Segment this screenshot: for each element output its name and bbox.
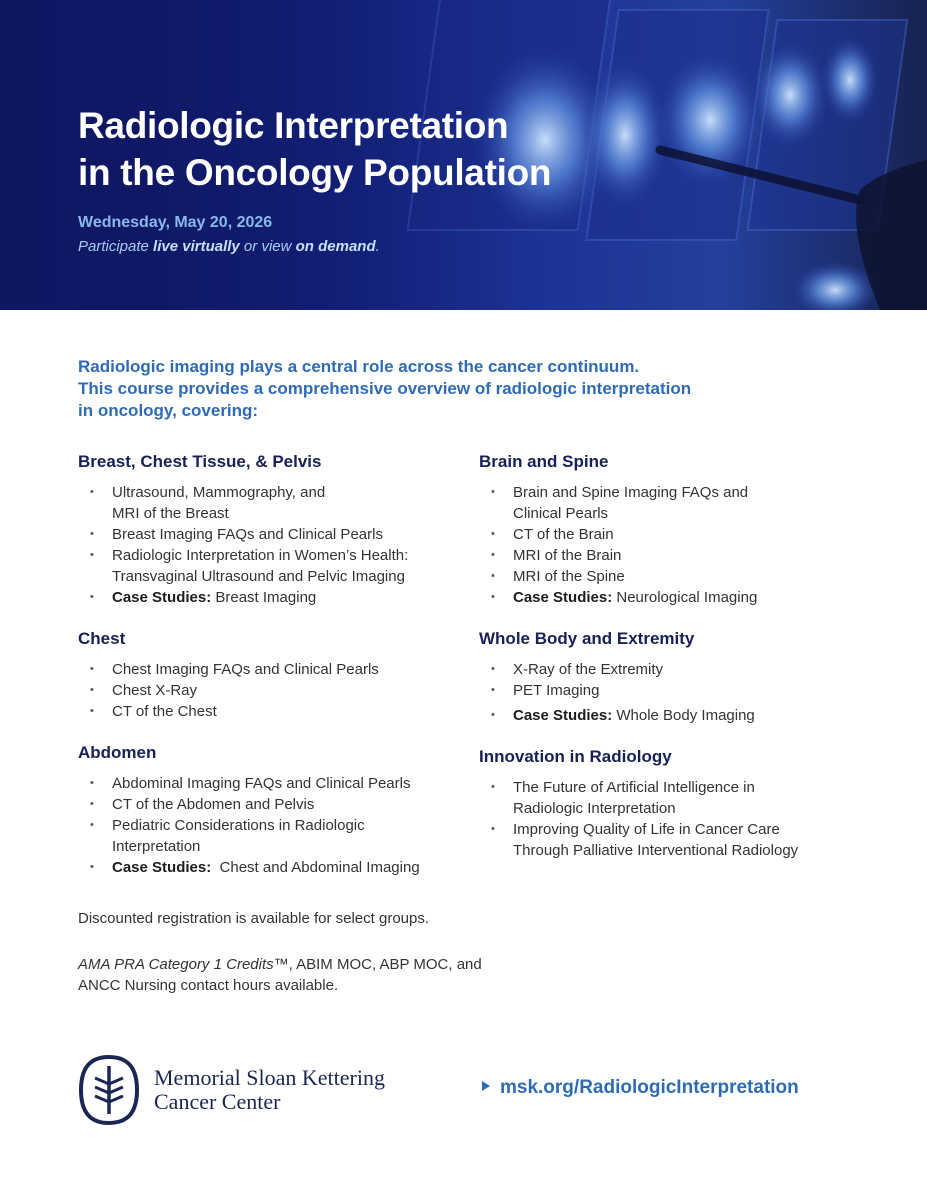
discount-note: Discounted registration is available for select groups.: [78, 910, 430, 927]
topic-text: • Abdominal Imaging FAQs and Clinical Pearls: [112, 775, 411, 792]
live-virtual-text: live virtually: [153, 238, 240, 255]
section-brain-spine: [479, 452, 899, 608]
topic-item: [78, 773, 473, 794]
topic-item: [78, 794, 473, 815]
event-title-line-2: in the Oncology Population: [78, 152, 552, 193]
topic-text: • X-Ray of the Extremity: [513, 661, 664, 678]
topics-right-column: [479, 452, 899, 861]
logo-line-2: Cancer Center: [154, 1089, 281, 1114]
case-study-text: Whole Body Imaging: [612, 707, 755, 724]
event-title: [78, 102, 551, 196]
section-title: Chest: [78, 629, 126, 648]
topic-list: [479, 482, 899, 608]
logo-line-1: Memorial Sloan Kettering: [154, 1065, 385, 1090]
section-title: Brain and Spine: [479, 452, 609, 471]
topic-text: • MRI of the Brain: [513, 547, 622, 564]
topic-text: • Brain and Spine Imaging FAQs and: [513, 484, 749, 501]
topic-text: Interpretation: [112, 838, 201, 855]
topic-text: Transvaginal Ultrasound and Pelvic Imaging: [112, 568, 405, 585]
intro-line: Radiologic imaging plays a central role across the cancer continuum.: [78, 357, 640, 376]
msk-logo-text: [154, 1066, 385, 1114]
topic-text: • Improving Quality of Life in Cancer Care: [513, 821, 780, 838]
topic-text: Radiologic Interpretation: [513, 800, 676, 817]
topic-item: [479, 524, 899, 545]
arrow-right-icon: [482, 1081, 490, 1091]
case-study-text: Chest and Abdominal Imaging: [211, 859, 420, 876]
topic-text: • CT of the Chest: [112, 703, 217, 720]
case-study-item: [78, 857, 473, 878]
topic-item: [78, 545, 473, 587]
topic-item: [479, 566, 899, 587]
topic-item: [78, 659, 473, 680]
hero-banner: [0, 0, 927, 310]
course-intro: [78, 356, 768, 422]
section-whole-body-extremity: [479, 629, 899, 726]
event-date: Wednesday, May 20, 2026: [78, 214, 273, 231]
intro-line: in oncology, covering:: [78, 401, 259, 420]
case-study-label: Case Studies:: [513, 589, 613, 606]
topic-text: • The Future of Artificial Intelligence in: [513, 779, 755, 796]
topic-item: [78, 680, 473, 701]
section-abdomen: [78, 743, 473, 878]
section-breast-chest-pelvis: [78, 452, 473, 608]
ama-credits-text: AMA PRA Category 1 Credits™: [78, 956, 289, 973]
topic-item: [78, 701, 473, 722]
section-title: Breast, Chest Tissue, & Pelvis: [78, 452, 322, 471]
participation-prefix: Participate: [78, 238, 154, 255]
topic-text: • CT of the Brain: [513, 526, 614, 543]
case-study-text: Breast Imaging: [211, 589, 317, 606]
topic-text: MRI of the Breast: [112, 505, 229, 522]
topic-text: • PET Imaging: [513, 682, 600, 699]
topic-item: [479, 545, 899, 566]
topic-list: [78, 482, 473, 608]
case-study-text: Neurological Imaging: [612, 589, 758, 606]
credits-line-1: [78, 954, 538, 975]
topic-text: • MRI of the Spine: [513, 568, 625, 585]
topic-text: Through Palliative Interventional Radiology: [513, 842, 799, 859]
on-demand-text: on demand: [295, 238, 376, 255]
topic-item: [78, 482, 473, 524]
event-title-line-1: Radiologic Interpretation: [78, 105, 509, 146]
credits-line-2: ANCC Nursing contact hours available.: [78, 977, 339, 994]
participation-suffix: .: [375, 238, 380, 255]
topic-item: [479, 680, 899, 701]
topic-item: [78, 815, 473, 857]
topic-text: • Breast Imaging FAQs and Clinical Pearls: [112, 526, 383, 543]
section-title: Abdomen: [78, 743, 157, 762]
case-study-label: Case Studies:: [112, 859, 212, 876]
topic-text: • Ultrasound, Mammography, and: [112, 484, 326, 501]
topic-text: • Radiologic Interpretation in Women’s Health:: [112, 547, 409, 564]
topic-text: • Pediatric Considerations in Radiologic: [112, 817, 365, 834]
case-study-item: [479, 587, 899, 608]
topic-list: [78, 773, 473, 878]
credits-rest-text: , ABIM MOC, ABP MOC, and: [288, 956, 482, 973]
section-title: Whole Body and Extremity: [479, 629, 695, 648]
intro-line: This course provides a comprehensive overview of radiologic interpretation: [78, 379, 692, 398]
credits-note: [78, 954, 538, 996]
case-study-item: [479, 705, 899, 726]
topic-list: [479, 777, 899, 861]
topic-text: • Chest Imaging FAQs and Clinical Pearls: [112, 661, 379, 678]
topic-text: Clinical Pearls: [513, 505, 609, 522]
topic-list: [479, 659, 899, 726]
section-title: Innovation in Radiology: [479, 747, 672, 766]
topic-text: • Chest X-Ray: [112, 682, 198, 699]
topic-item: [479, 777, 899, 819]
participation-info: [78, 238, 380, 255]
course-website-link[interactable]: [482, 1077, 799, 1099]
topics-left-column: [78, 452, 473, 878]
participation-middle: or view: [239, 238, 296, 255]
topic-text: • CT of the Abdomen and Pelvis: [112, 796, 315, 813]
case-study-label: Case Studies:: [513, 707, 613, 724]
topic-item: [479, 819, 899, 861]
section-chest: [78, 629, 473, 722]
msk-logo-icon: [78, 1054, 140, 1126]
section-innovation: [479, 747, 899, 861]
case-study-item: [78, 587, 473, 608]
case-study-label: Case Studies:: [112, 589, 212, 606]
course-website-url[interactable]: msk.org/RadiologicInterpretation: [500, 1077, 799, 1098]
topic-list: [78, 659, 473, 722]
topic-item: [479, 482, 899, 524]
topic-item: [479, 659, 899, 680]
topic-item: [78, 524, 473, 545]
